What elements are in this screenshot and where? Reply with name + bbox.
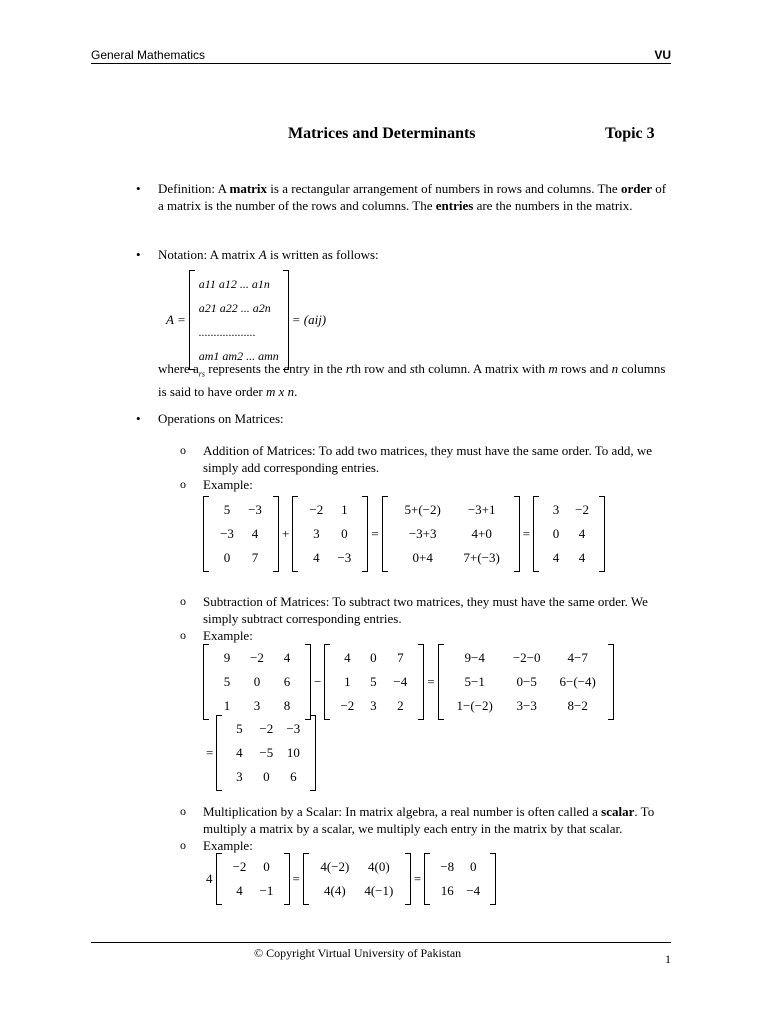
matrix-entry: 4(0): [368, 859, 390, 874]
matrix-entry: 5: [223, 674, 231, 689]
subtraction-matrix-b: [330, 644, 418, 720]
addition-matrix-result: [539, 496, 599, 572]
matrix-entry: 6: [290, 769, 297, 784]
page-number: 1: [665, 952, 671, 966]
matrix-entry: −2: [575, 502, 589, 517]
matrix-entry: 1: [223, 698, 231, 713]
matrix-entry: 7: [397, 650, 404, 665]
scalar-k: 4: [206, 871, 213, 886]
matrix-entry: 6−(−4): [559, 674, 596, 689]
definition-paragraph: Definition: A matrix is a rectangular arrangement of numbers in rows and columns. The order of a matrix is the number of the rows and columns. The entries are the numbers in the matrix.: [158, 181, 667, 213]
marker-addition: o: [180, 443, 186, 457]
addition-example-label: Example:: [203, 477, 253, 492]
footer-rule: [91, 942, 671, 943]
matrix-entry: 0: [263, 859, 270, 874]
addition-matrix-a: [209, 496, 273, 572]
matrix-entry: 4: [313, 550, 320, 565]
matrix-entry: 7: [251, 550, 259, 565]
matrix-entry: 16: [440, 883, 454, 898]
operations-heading: Operations on Matrices:: [158, 411, 284, 426]
scalar-matrix-result: [430, 853, 490, 905]
matrix-entry: 3: [552, 502, 560, 517]
bullet-definition: •: [136, 181, 141, 196]
addition-matrix-b: [298, 496, 362, 572]
notation-where: where $a_{rs}$ represents the entry in the rth row and sth column. A matrix with m rows and n columns is said to have order m x n.: [158, 361, 666, 399]
matrix-entry: 5: [223, 502, 231, 517]
matrix-entry: 1−(−2): [456, 698, 493, 713]
matrix-entry: 9: [223, 650, 231, 665]
matrix-entry: 4−7: [567, 650, 588, 665]
general-matrix-rows: [195, 270, 283, 370]
marker-scalar-example: o: [180, 838, 186, 852]
matrix-entry: −2: [232, 859, 247, 874]
general-matrix: [163, 270, 329, 370]
matrix-entry: 0: [263, 769, 270, 784]
matrix-entry: 0: [223, 550, 231, 565]
matrix-entry: −8: [440, 859, 455, 874]
matrix-entry: 3−3: [516, 698, 537, 713]
matrix-entry: −2: [250, 650, 264, 665]
notation-paragraph: Notation: A matrix A is written as follows:: [158, 247, 379, 262]
matrix-entry: 4+0: [471, 526, 492, 541]
matrix-entry: 4(−2): [320, 859, 350, 874]
matrix-entry: 0: [370, 650, 377, 665]
matrix-entry: 4: [552, 550, 560, 565]
matrix-entry: 4(−1): [364, 883, 394, 898]
matrix-entry: 5: [370, 674, 377, 689]
subtraction-matrix-result: [222, 715, 310, 791]
matrix-entry: −2−0: [512, 650, 541, 665]
subtraction-result-equation: = 5 −2 −3 4 −5 10 3 0 6: [203, 715, 316, 791]
subtraction-text: Subtraction of Matrices: To subtract two matrices, they must have the same order. We simply subtract corresponding entries.: [203, 594, 648, 626]
matrix-entry: 9−4: [464, 650, 485, 665]
topic-label: Topic 3: [605, 125, 655, 142]
matrix-entry: 1: [341, 502, 348, 517]
matrix-entry: 4: [236, 745, 243, 760]
footer-copyright: © Copyright Virtual University of Pakistan: [254, 946, 462, 960]
matrix-entry: −3+1: [467, 502, 496, 517]
general-matrix-row: a11 a12 ... a1n: [198, 277, 270, 291]
matrix-entry: −3: [337, 550, 352, 565]
matrix-entry: 6: [283, 674, 291, 689]
header-rule: [91, 63, 671, 64]
header-vu: VU: [654, 48, 671, 62]
matrix-entry: 3: [313, 526, 320, 541]
addition-equation: 5 −3 −3 4 0 7 + −2 1 3 0 4 −3 = 5+(−2) −3+1 −3+3 4+0 0+4 7+(−3) = 3 −2 0 4 4 4: [203, 496, 605, 572]
matrix-entry: −4: [466, 883, 481, 898]
matrix-entry: 2: [397, 698, 404, 713]
subtraction-matrix-work: [444, 644, 608, 720]
matrix-entry: 0: [341, 526, 348, 541]
general-matrix-row: ...................: [198, 325, 256, 339]
matrix-entry: 1: [344, 674, 351, 689]
marker-scalar: o: [180, 804, 186, 818]
matrix-entry: −2: [309, 502, 324, 517]
matrix-entry: 4: [344, 650, 351, 665]
matrix-entry: 7+(−3): [463, 550, 500, 565]
matrix-entry: 4(4): [324, 883, 346, 898]
matrix-entry: −3+3: [408, 526, 437, 541]
matrix-entry: 4: [578, 526, 586, 541]
subtraction-example-label: Example:: [203, 628, 253, 643]
matrix-entry: 0−5: [516, 674, 537, 689]
scalar-text: Multiplication by a Scalar: In matrix algebra, a real number is often called a scalar. To multiply a matrix by a scalar, we multiply each entry in the matrix by that scalar.: [203, 804, 655, 836]
matrix-entry: 0+4: [412, 550, 433, 565]
marker-subtraction-example: o: [180, 628, 186, 642]
scalar-example-label: Example:: [203, 838, 253, 853]
matrix-entry: 0: [469, 859, 477, 874]
bullet-operations: •: [136, 411, 141, 426]
matrix-entry: 3: [370, 698, 377, 713]
general-matrix-lhs: A =: [166, 312, 186, 327]
matrix-entry: 0: [552, 526, 560, 541]
matrix-entry: −4: [393, 674, 408, 689]
matrix-entry: 5−1: [464, 674, 485, 689]
matrix-entry: −3: [286, 721, 301, 736]
addition-matrix-sum-work: [388, 496, 514, 572]
scalar-equation: 4 −2 0 4 −1 = 4(−2) 4(0) 4(4) 4(−1) = −8 0 16 −4: [203, 853, 496, 905]
page-title: Matrices and Determinants: [288, 125, 476, 142]
bullet-notation: •: [136, 247, 141, 262]
general-matrix-rhs: = (aij): [291, 312, 327, 327]
matrix-entry: 3: [253, 698, 261, 713]
matrix-entry: −2: [340, 698, 355, 713]
matrix-entry: 0: [253, 674, 261, 689]
subtraction-matrix-a: [209, 644, 305, 720]
matrix-entry: −5: [259, 745, 274, 760]
matrix-entry: 5+(−2): [404, 502, 441, 517]
matrix-entry: 8: [283, 698, 291, 713]
matrix-entry: −3: [248, 502, 262, 517]
matrix-entry: 4: [236, 883, 243, 898]
page-header: [91, 48, 671, 64]
matrix-entry: 5: [236, 721, 243, 736]
marker-addition-example: o: [180, 477, 186, 491]
general-matrix-row: a21 a22 ... a2n: [198, 301, 271, 315]
matrix-entry: 3: [236, 769, 243, 784]
matrix-entry: −2: [259, 721, 274, 736]
addition-text: Addition of Matrices: To add two matrices, they must have the same order. To add, we simply add corresponding entries.: [203, 443, 652, 475]
header-course: General Mathematics: [91, 48, 206, 62]
matrix-entry: 4: [283, 650, 291, 665]
matrix-entry: −1: [259, 883, 274, 898]
matrix-entry: 4: [578, 550, 586, 565]
marker-subtraction: o: [180, 594, 186, 608]
general-matrix-row: am1 am2 ... amn: [198, 349, 279, 363]
scalar-matrix-a: [222, 853, 284, 905]
subtraction-equation: 9 −2 4 5 0 6 1 3 8 − 4 0 7 1 5 −4 −2 3 2 = 9−4 −2−0 4−7 5−1 0−5 6−(−4) 1−(−2) 3−3 8−2: [203, 644, 614, 720]
matrix-entry: −3: [220, 526, 234, 541]
matrix-entry: 4: [251, 526, 259, 541]
scalar-matrix-work: [309, 853, 405, 905]
matrix-entry: 10: [286, 745, 300, 760]
matrix-entry: 8−2: [567, 698, 588, 713]
